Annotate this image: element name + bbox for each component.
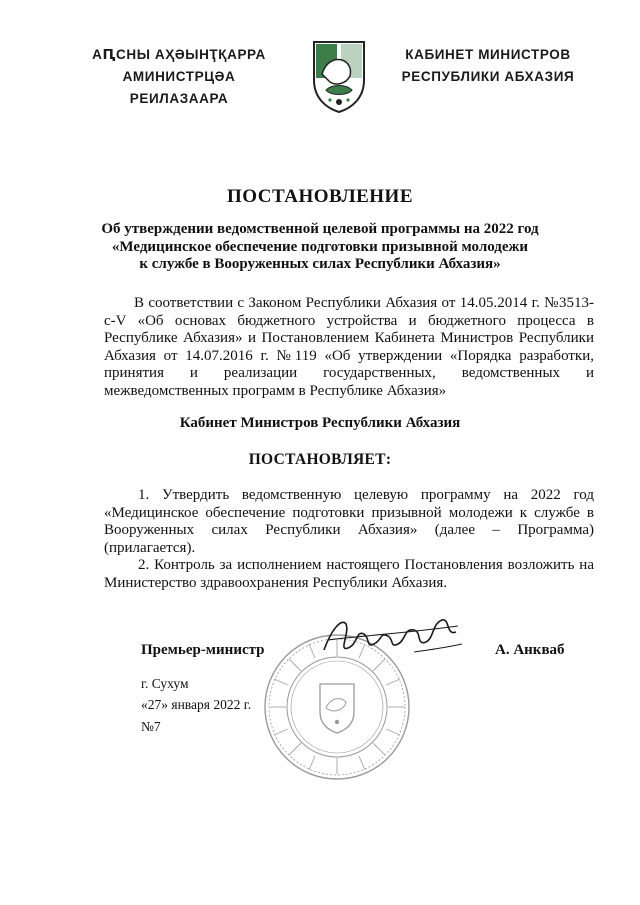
- subject-line1: Об утверждении ведомственной целевой программы на 2022 год: [101, 221, 539, 237]
- coat-of-arms-icon: [312, 40, 366, 114]
- decree-item-2: 2. Контроль за исполнением настоящего Постановления возложить на Министерство здравоохранения Республики Абхазия.: [104, 557, 594, 591]
- issue-date: «27» января 2022 г.: [141, 697, 252, 712]
- signatory-role: Премьер-министр: [141, 642, 265, 658]
- header-right: [388, 44, 588, 88]
- signature-icon: [318, 610, 468, 670]
- issuer-line: Кабинет Министров Республики Абхазия: [179, 415, 461, 431]
- decree-word: ПОСТАНОВЛЯЕТ:: [248, 451, 392, 468]
- decree-items: [104, 487, 594, 592]
- header-left-line1: АԤСНЫ АҲӘЫНҬҚАРРА: [92, 47, 266, 62]
- subject-line2: «Медицинское обеспечение подготовки призывной молодежи: [111, 238, 529, 255]
- subject-line3: к службе в Вооруженных силах Республики Абхазия»: [139, 256, 501, 272]
- header-right-line2: РЕСПУБЛИКИ АБХАЗИЯ: [401, 69, 575, 84]
- document-title: ПОСТАНОВЛЕНИЕ: [226, 186, 414, 207]
- document-subject: [100, 221, 540, 274]
- header-right-line1: КАБИНЕТ МИНИСТРОВ: [405, 47, 571, 62]
- signatory-name: А. Анкваб: [495, 642, 565, 658]
- header-left-line2: АМИНИСТРЦӘА РЕИЛАЗААРА: [122, 69, 236, 106]
- preamble-paragraph: В соответствии с Законом Республики Абхазия от 14.05.2014 г. №3513-с-V «Об основах бюджетного устройства и бюджетного процесса в Республике Абхазия» и Постановлением Кабинета Министров Республики Абхазия от 14.07.2016 г. №119 «Об утверждении «Порядка разработки, принятия и реализации государственных, ведомственных и межведомственных программ в Республике Абхазия»: [104, 295, 594, 399]
- issue-city: г. Сухум: [141, 676, 189, 691]
- document-number: №7: [141, 719, 161, 734]
- header-left: [74, 44, 284, 110]
- decree-item-1: 1. Утвердить ведомственную целевую программу на 2022 год «Медицинское обеспечение подготовки призывной молодежи к службе в Вооруженных силах Республики Абхазия» (далее – Программа) (прилагается).: [104, 487, 594, 556]
